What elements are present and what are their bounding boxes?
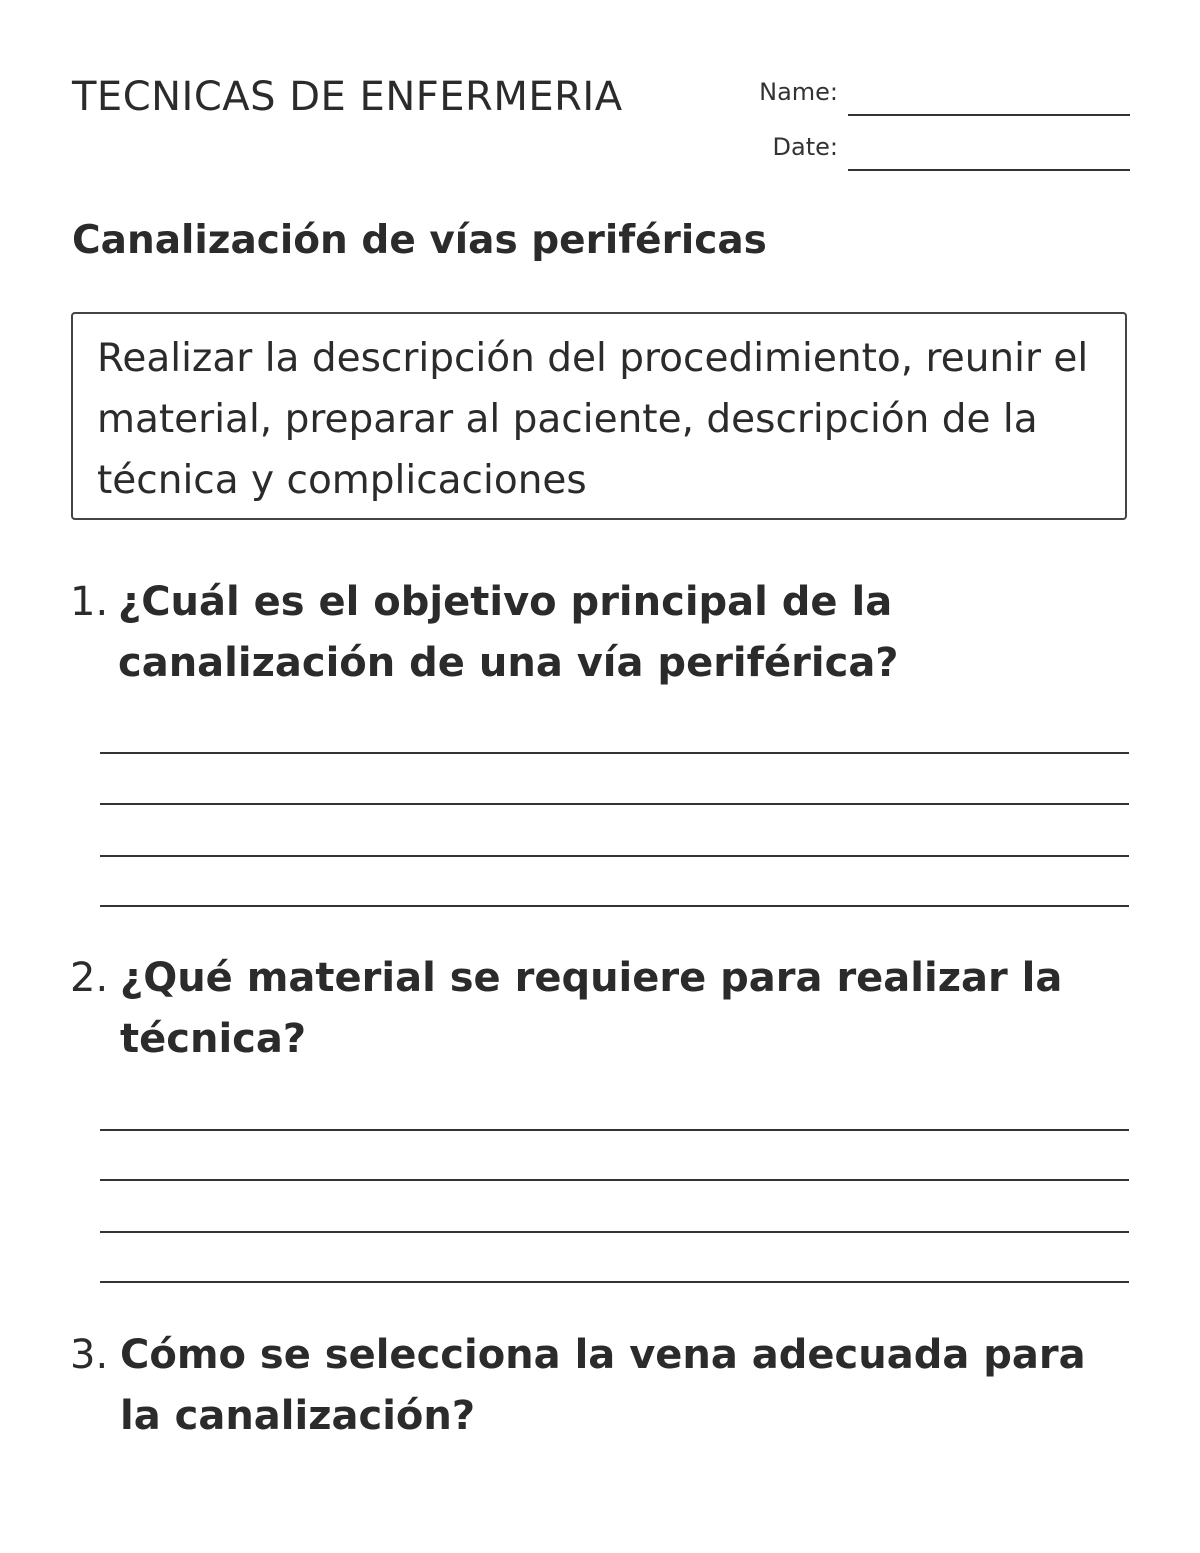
section-title: Canalización de vías periféricas <box>72 218 767 263</box>
date-field <box>700 133 1130 173</box>
question-1 <box>70 572 1130 694</box>
answer-line[interactable] <box>100 1179 1129 1181</box>
question-number: 1. <box>70 579 109 625</box>
name-label: Name: <box>759 78 838 106</box>
name-field <box>700 78 1130 118</box>
instruction-text: Realizar la descripción del procedimiento, reunir el material, preparar al paciente, descripción de la técnica y complicaciones <box>97 336 1089 503</box>
answer-line[interactable] <box>100 752 1129 754</box>
answer-line[interactable] <box>100 905 1129 907</box>
name-input-line[interactable] <box>848 114 1130 116</box>
answer-line[interactable] <box>100 1129 1129 1131</box>
date-label: Date: <box>772 133 838 161</box>
question-text: ¿Qué material se requiere para realizar la técnica? <box>120 955 1063 1062</box>
answer-line[interactable] <box>100 855 1129 857</box>
date-input-line[interactable] <box>848 169 1130 171</box>
question-number: 2. <box>70 955 109 1001</box>
answer-line[interactable] <box>100 1231 1129 1233</box>
question-2 <box>70 948 1130 1070</box>
instruction-box <box>71 312 1127 520</box>
question-number: 3. <box>70 1332 109 1378</box>
answer-line[interactable] <box>100 1281 1129 1283</box>
question-3 <box>70 1325 1130 1447</box>
question-text: ¿Cuál es el objetivo principal de la canalización de una vía periférica? <box>118 579 899 686</box>
answer-line[interactable] <box>100 803 1129 805</box>
document-title: TECNICAS DE ENFERMERIA <box>72 74 623 120</box>
question-text: Cómo se selecciona la vena adecuada para la canalización? <box>120 1332 1086 1439</box>
